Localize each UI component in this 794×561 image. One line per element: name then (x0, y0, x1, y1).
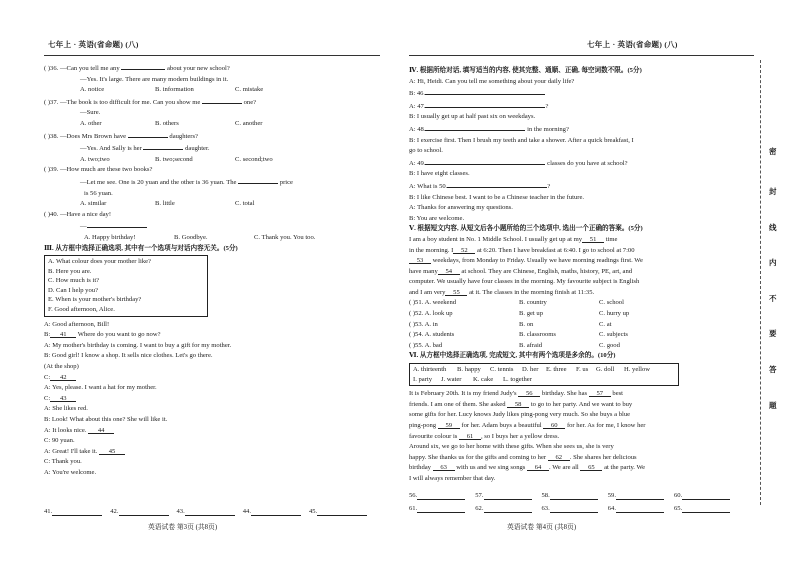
blank-53[interactable]: 53 (409, 256, 431, 264)
question-38: ( )38. —Does Mrs Brown have daughters? (44, 130, 389, 143)
answer-line[interactable] (616, 492, 664, 500)
right-header: 七年上 · 英语(省命题) (八) (587, 40, 678, 49)
blank-65[interactable]: 65 (580, 463, 602, 471)
side-caption-char: 要 (769, 329, 777, 338)
answer-line[interactable] (682, 492, 730, 500)
answer-line[interactable] (484, 505, 532, 513)
blank-61[interactable]: 61 (459, 432, 481, 440)
blank-58[interactable]: 58 (507, 400, 529, 408)
blank-41[interactable]: 41 (50, 330, 76, 338)
answer-line[interactable] (616, 505, 664, 513)
side-caption-char: 线 (769, 223, 777, 232)
answer-blank[interactable] (202, 96, 242, 104)
answer-line[interactable] (682, 505, 730, 513)
left-header: 七年上 · 英语(省命题) (八) (48, 40, 139, 49)
side-caption-char: 答 (769, 365, 777, 374)
options-box: A. What colour does your mother like? B. Here you are. C. How much is it? D. Can I help you? E. When is your mother's birthday? F. Good afternoon, Alice. (44, 255, 208, 317)
blank-52[interactable]: 52 (453, 246, 475, 254)
blank-50[interactable] (447, 180, 547, 188)
blank-55[interactable]: 55 (445, 288, 467, 296)
answer-row-61-65: 61. 62. 63. 64. 65. (409, 505, 730, 513)
question-36: ( )36. —Can you tell me any about your new school? (44, 62, 389, 75)
answer-line[interactable] (185, 508, 235, 516)
answer-blank[interactable] (143, 142, 183, 150)
blank-59[interactable]: 59 (438, 421, 460, 429)
right-footer: 英语试卷 第4页 (共8页) (507, 524, 577, 531)
answer-row-56-60: 56. 57. 58. 59. 60. (409, 492, 730, 500)
blank-49[interactable] (425, 157, 545, 165)
side-caption-char: 不 (769, 294, 777, 303)
side-caption-char: 题 (769, 401, 777, 410)
options-38: A. two;two B. two;second C. second;two (80, 155, 273, 163)
right-header-rule (409, 55, 754, 56)
word-box: A. thirteenth B. happy C. tennis D. her E. three F. us G. doll H. yellow I. party J. water K. cake L. together (409, 363, 679, 386)
answer-line[interactable] (251, 508, 301, 516)
options-40: A. Happy birthday! B. Goodbye. C. Thank you. You too. (84, 233, 316, 241)
blank-60[interactable]: 60 (543, 421, 565, 429)
blank-46[interactable] (425, 87, 545, 95)
answer-line[interactable] (317, 508, 367, 516)
question-39: ( )39. —How much are these two books? (44, 166, 153, 174)
answer-row-41-45: 41. 42. 43. 44. 45. (44, 508, 367, 516)
blank-48[interactable] (425, 123, 525, 131)
section-4-title: Ⅳ. 根据所给对话, 填写适当的内容, 使其完整、通顺、正确, 每空词数不限。(5分) (409, 67, 642, 74)
right-column: Ⅳ. 根据所给对话, 填写适当的内容, 使其完整、通顺、正确, 每空词数不限。(5分) A: Hi, Heidi. Can you tell me something about your daily life? B: 46. A: 47. ? B: I usually get up at half past six on weekdays. A: 48. in the morning? B: I exercise first. Then I brush my teeth and take a shower. After a quick breakfast, I go to school. A: 49. classes do you have at school? B: I have eight classes. A: What is 50. ? B: I like Chinese best. I want to be a Chinese teacher in the future. A: Thanks for answering my questions. B: You are welcome. Ⅴ. 根据短文内容, 从短文后各小题所给的三个选项中, 选出一个正确的答案。(5分) I am a boy student in No. 1 Middle School. I usually get up at my 51 time in the morning. I 52 at 6:20. Then I have breakfast at 6:40. I go to school at 7:00 53 weekdays, from Monday to Friday. Usually we have morning readings first. We have many 54 at school. They are Chinese, English, maths, history, PE, art, and computer. We usually have four classes in the morning. My favourite subject is English and I am very 55 at it. The classes in the morning finish at 11:35. ( )51. A. weekend B. country C. school ( )52. A. look up B. get up C. hurry up ( )53. A. in B. on C. at ( )54. A. students B. classrooms C. subjects ( )55. A. bad B. afraid C. good Ⅵ. 从方框中选择正确选项, 完成短文, 其中有两个选项是多余的。(10分) A. thirteenth B. happy C. tennis D. her E. three F. us G. doll H. yellow I. party J. water K. cake L. together It is February 20th. It is my friend Judy's 56 birthday. She has 57 best friends. I am one of them. She asked 58 to go to her party. And we want to buy some gifts for her. Lucy knows Judy likes ping-pong very much. So she buys a blue ping-pong 59 for her. Adam buys a beautiful 60 for her. As for me, I know her favourite colour is 61 , so I buys her a yellow dress. Around six, we go to her home with these gifts. When she sees us, she is very happy. She thanks us for the gifts and coming to her 62 . She shares her delicious birthday 63 with us and we sing songs 64 . We are all 65 at the party. We I will always remember that day. (409, 66, 754, 485)
answer-blank[interactable] (121, 62, 165, 70)
answer-line[interactable] (484, 492, 532, 500)
blank-56[interactable]: 56 (518, 389, 540, 397)
side-caption-char: 密 (769, 147, 777, 156)
blank-51[interactable]: 51 (582, 235, 604, 243)
blank-44[interactable]: 44 (88, 426, 114, 434)
answer-line[interactable] (417, 505, 465, 513)
answer-blank[interactable] (238, 176, 278, 184)
left-header-rule (44, 55, 380, 56)
blank-62[interactable]: 62 (548, 453, 570, 461)
blank-64[interactable]: 64 (527, 463, 549, 471)
blank-43[interactable]: 43 (50, 394, 76, 402)
side-caption-char: 封 (769, 187, 777, 196)
cloze1: I am a boy student in No. 1 Middle School. I usually get up at my 51 time in the morning. I 52 at 6:20. Then I have breakfast at 6:40. I go to school at 7:00 53 weekdays, from Monday to Friday. Usually we have morning readings first. We have many 54 at school. They are Chinese, English, maths, history, PE, art, and computer. We usually have four classes in the morning. My favourite subject is English and I am very 55 at it. The classes in the morning finish at 11:35. (409, 235, 643, 296)
cloze2: It is February 20th. It is my friend Judy's 56 birthday. She has 57 best friends. I am one of them. She asked 58 to go to her party. And we want to buy some gifts for her. Lucy knows Judy likes ping-pong very much. So she buys a blue ping-pong 59 for her. Adam buys a beautiful 60 for her. As for me, I know her favourite colour is 61 , so I buys her a yellow dress. Around six, we go to her home with these gifts. When she sees us, she is very happy. She thanks us for the gifts and coming to her 62 . She shares her delicious birthday 63 with us and we sing songs 64 . We are all 65 at the party. We I will always remember that day. (409, 390, 646, 482)
options-37: A. other B. others C. another (80, 119, 263, 127)
answer-line[interactable] (119, 508, 169, 516)
options-39: A. similar B. little C. total (80, 200, 255, 208)
options-36: A. notice B. information C. mistake (80, 86, 264, 94)
blank-63[interactable]: 63 (433, 463, 455, 471)
answer-line[interactable] (52, 508, 102, 516)
dialogue: A: Good afternoon, Bill! B: 41 Where do you want to go now? A: My mother's birthday is coming. I want to buy a gift for my mother. B: Good girl! I know a shop. It sells nice clothes. Let's go there. (At the shop) C: 42 A: Yes, please. I want a hat for my mother. C: 43 A: She likes red. B: Look! What about this one? She will like it. A: It looks nice. 44 C: 90 yuan. A: Great! I'll take it. 45 C: Thank you. A: You're welcome. (44, 320, 232, 476)
section-5-title: Ⅴ. 根据短文内容, 从短文后各小题所给的三个选项中, 选出一个正确的答案。(5分) (409, 225, 643, 233)
answer-line[interactable] (550, 492, 598, 500)
answer-line[interactable] (550, 505, 598, 513)
question-40: ( )40. —Have a nice day! (44, 210, 112, 218)
blank-42[interactable]: 42 (50, 373, 76, 381)
binding-margin-line (760, 60, 761, 505)
section-6-title: Ⅵ. 从方框中选择正确选项, 完成短文, 其中有两个选项是多余的。(10分) (409, 352, 616, 360)
answer-line[interactable] (417, 492, 465, 500)
left-footer: 英语试卷 第3页 (共8页) (148, 524, 218, 531)
section-3-title: Ⅲ. 从方框中选择正确选项, 其中有一个选项与对话内容无关。(5分) (44, 244, 238, 252)
left-column: ( )36. —Can you tell me any about your new school? —Yes. It's large. There are many modern buildings in it. A. notice B. information C. mistake ( )37. —The book is too difficult for me. Can you show me one? —Sure. A. other B. others C. another ( )38. —Does Mrs Brown have daughters? —Yes. And Sally is her daughter. A. two;two B. two;second C. second;two ( )39. —How much are these two books? —Let me see. One is 20 yuan and the other is 36 yuan. The price is 56 yuan. A. similar B. little C. total ( )40. —Have a nice day! — A. Happy birthday! B. Goodbye. C. Thank you. You too. Ⅲ. 从方框中选择正确选项, 其中有一个选项与对话内容无关。(5分) A. What colour does your mother like? B. Here you are. C. How much is it? D. Can I help you? E. When is your mother's birthday? F. Good afternoon, Alice. A: Good afternoon, Bill! B: 41 Where do you want to go now? A: My mother's birthday is coming. I want to buy a gift for my mother. B: Good girl! I know a shop. It sells nice clothes. Let's go there. (At the shop) C: 42 A: Yes, please. I want a hat for my mother. C: 43 A: She likes red. B: Look! What about this one? She will like it. A: It looks nice. 44 C: 90 yuan. A: Great! I'll take it. 45 C: Thank you. A: You're welcome. (44, 62, 389, 479)
blank-57[interactable]: 57 (589, 389, 611, 397)
blank-47[interactable] (425, 100, 545, 108)
blank-54[interactable]: 54 (438, 267, 460, 275)
answer-blank[interactable] (128, 130, 168, 138)
question-37: ( )37. —The book is too difficult for me. Can you show me one? (44, 96, 389, 109)
blank-45[interactable]: 45 (99, 447, 125, 455)
side-caption-char: 内 (769, 258, 777, 267)
right-page (397, 0, 794, 561)
answer-blank[interactable] (87, 220, 147, 228)
